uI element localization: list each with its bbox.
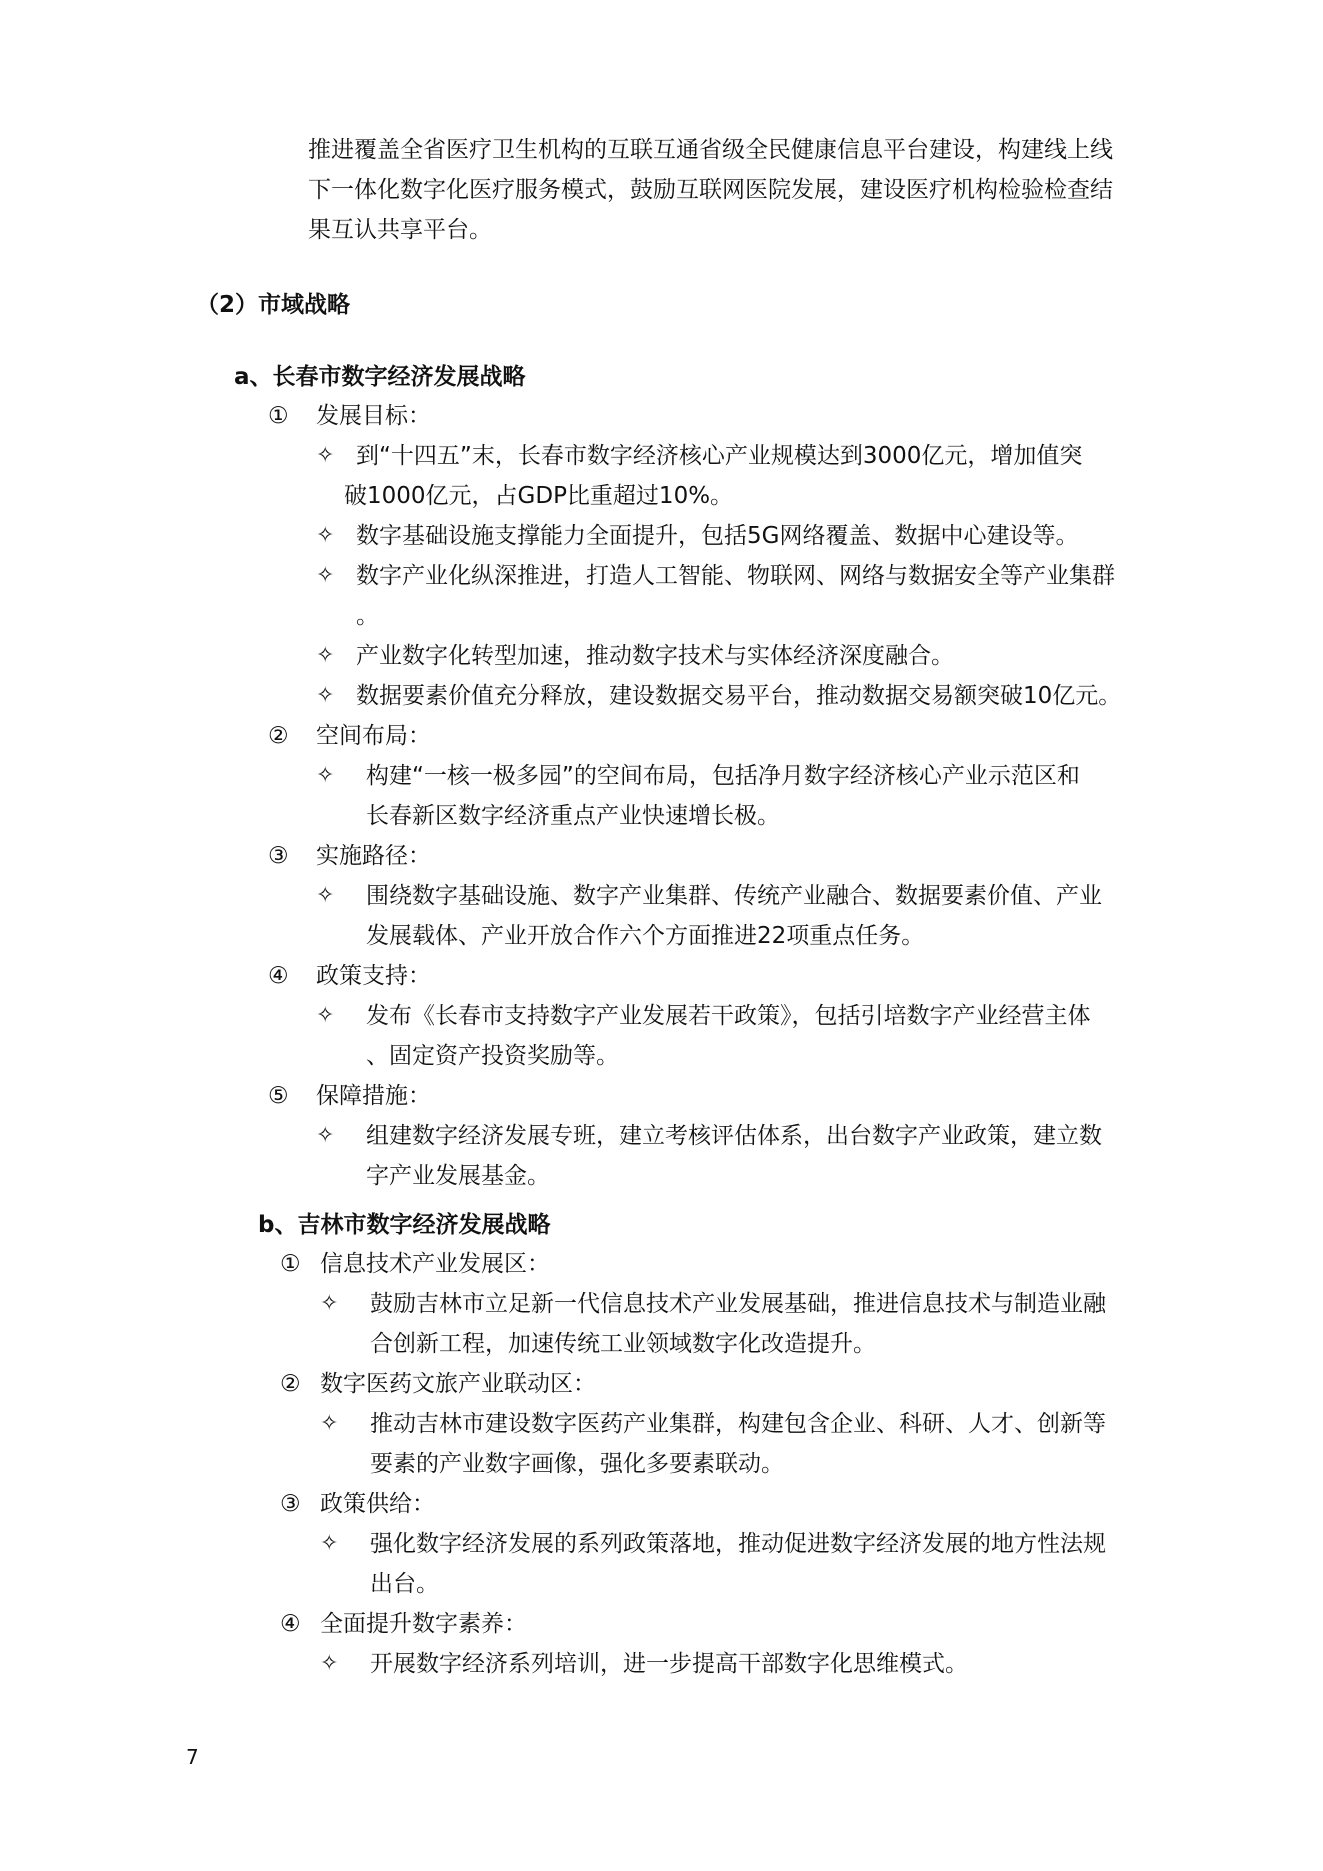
bullet-text: 围绕数字基础设施、数字产业集群、传统产业融合、数据要素价值、产业	[366, 883, 1102, 909]
diamond-bullet-icon: ✧	[320, 1531, 339, 1556]
section-title: （2）市域战略	[196, 292, 351, 318]
bullet-text: 破1000亿元，占GDP比重超过10%。	[344, 483, 734, 509]
item-marker: ③	[268, 843, 289, 869]
diamond-bullet-icon: ✧	[316, 563, 335, 588]
subsection-a-title: a、长春市数字经济发展战略	[234, 364, 526, 390]
intro-line: 下一体化数字化医疗服务模式，鼓励互联网医院发展，建设医疗机构检验检查结	[308, 177, 1113, 203]
bullet-text: 产业数字化转型加速，推动数字技术与实体经济深度融合。	[356, 643, 954, 669]
diamond-bullet-icon: ✧	[320, 1291, 339, 1316]
bullet-text: 到“十四五”末，长春市数字经济核心产业规模达到3000亿元，增加值突	[356, 443, 1083, 469]
item-label: 信息技术产业发展区：	[320, 1251, 550, 1277]
bullet-text: 出台。	[370, 1571, 439, 1597]
bullet-text: 。	[356, 603, 379, 629]
diamond-bullet-icon: ✧	[316, 883, 335, 908]
bullet-text: 合创新工程，加速传统工业领域数字化改造提升。	[370, 1331, 876, 1357]
intro-line: 推进覆盖全省医疗卫生机构的互联互通省级全民健康信息平台建设，构建线上线	[308, 137, 1113, 163]
bullet-text: 发布《长春市支持数字产业发展若干政策》，包括引培数字产业经营主体	[366, 1003, 1091, 1029]
bullet-text: 发展载体、产业开放合作六个方面推进22项重点任务。	[366, 923, 925, 949]
item-marker: ②	[268, 723, 289, 749]
page-number: 7	[186, 1745, 199, 1769]
bullet-text: 鼓励吉林市立足新一代信息技术产业发展基础，推进信息技术与制造业融	[370, 1291, 1106, 1317]
item-marker: ③	[280, 1491, 301, 1517]
bullet-text: 数字基础设施支撑能力全面提升，包括5G网络覆盖、数据中心建设等。	[356, 523, 1079, 549]
bullet-text: 长春新区数字经济重点产业快速增长极。	[366, 803, 780, 829]
bullet-text: 强化数字经济发展的系列政策落地，推动促进数字经济发展的地方性法规	[370, 1531, 1106, 1557]
diamond-bullet-icon: ✧	[316, 643, 335, 668]
item-label: 全面提升数字素养：	[320, 1611, 527, 1637]
diamond-bullet-icon: ✧	[316, 1003, 335, 1028]
bullet-text: 数据要素价值充分释放，建设数据交易平台，推动数据交易额突破10亿元。	[356, 683, 1122, 709]
diamond-bullet-icon: ✧	[316, 443, 335, 468]
item-label: 空间布局：	[316, 723, 431, 749]
subsection-b-title: b、吉林市数字经济发展战略	[258, 1212, 551, 1238]
diamond-bullet-icon: ✧	[316, 763, 335, 788]
diamond-bullet-icon: ✧	[320, 1411, 339, 1436]
item-label: 实施路径：	[316, 843, 431, 869]
item-label: 政策供给：	[320, 1491, 435, 1517]
diamond-bullet-icon: ✧	[316, 1123, 335, 1148]
item-marker: ⑤	[268, 1083, 289, 1109]
item-marker: ④	[280, 1611, 301, 1637]
bullet-text: 要素的产业数字画像，强化多要素联动。	[370, 1451, 784, 1477]
bullet-text: 推动吉林市建设数字医药产业集群，构建包含企业、科研、人才、创新等	[370, 1411, 1106, 1437]
bullet-text: 开展数字经济系列培训，进一步提高干部数字化思维模式。	[370, 1651, 968, 1677]
item-label: 政策支持：	[316, 963, 431, 989]
item-label: 发展目标：	[316, 403, 431, 429]
bullet-text: 组建数字经济发展专班，建立考核评估体系，出台数字产业政策，建立数	[366, 1123, 1102, 1149]
intro-line: 果互认共享平台。	[308, 217, 492, 243]
item-marker: ④	[268, 963, 289, 989]
diamond-bullet-icon: ✧	[320, 1651, 339, 1676]
diamond-bullet-icon: ✧	[316, 523, 335, 548]
bullet-text: 构建“一核一极多园”的空间布局，包括净月数字经济核心产业示范区和	[366, 763, 1080, 789]
diamond-bullet-icon: ✧	[316, 683, 335, 708]
item-marker: ①	[268, 403, 289, 429]
item-marker: ②	[280, 1371, 301, 1397]
item-label: 数字医药文旅产业联动区：	[320, 1371, 596, 1397]
bullet-text: 数字产业化纵深推进，打造人工智能、物联网、网络与数据安全等产业集群	[356, 563, 1115, 589]
bullet-text: 字产业发展基金。	[366, 1163, 550, 1189]
bullet-text: 、固定资产投资奖励等。	[366, 1043, 619, 1069]
item-marker: ①	[280, 1251, 301, 1277]
item-label: 保障措施：	[316, 1083, 431, 1109]
